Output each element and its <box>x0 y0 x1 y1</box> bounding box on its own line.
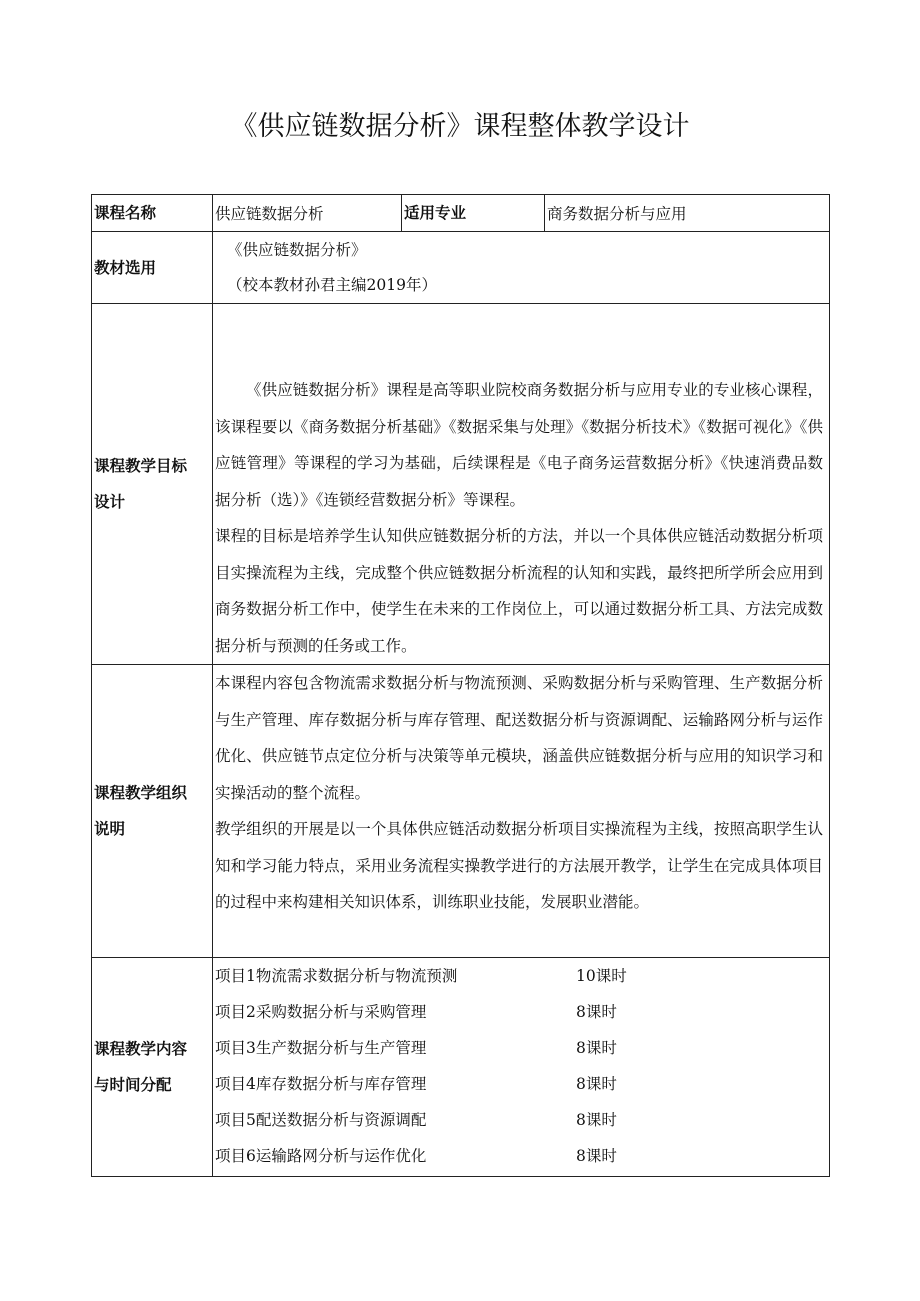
content-row <box>92 958 830 1177</box>
project-row <box>215 1066 829 1102</box>
content-label-line-2: 与时间分配 <box>94 1076 172 1094</box>
major-value: 商务数据分析与应用 <box>545 195 830 232</box>
org-label-line-1: 课程教学组织 <box>94 784 188 802</box>
project-hours: 8课时 <box>576 1003 617 1021</box>
textbook-label: 教材选用 <box>92 232 213 304</box>
project-list <box>215 958 829 1174</box>
project-name: 项目6运输路网分析与运作优化 <box>215 1147 427 1165</box>
project-name: 项目1物流需求数据分析与物流预测 <box>215 967 458 985</box>
course-name-row <box>92 195 830 232</box>
content-label-line-1: 课程教学内容 <box>94 1040 188 1058</box>
org-label <box>92 665 213 958</box>
org-cell <box>213 665 830 958</box>
org-paragraph-2: 教学组织的开展是以一个具体供应链活动数据分析项目实操流程为主线，按照高职学生认知和学习能力特点，采用业务流程实操教学进行的方法展开教学，让学生在完成具体项目的过程中来构建相关知识体系，训练职业技能，发展职业潜能。 <box>215 820 823 911</box>
goal-label-line-2: 设计 <box>94 493 126 511</box>
project-row <box>215 1102 829 1138</box>
textbook-line-1: 《供应链数据分析》 <box>227 240 367 259</box>
course-design-table <box>91 194 830 1177</box>
major-label: 适用专业 <box>402 195 545 232</box>
project-hours: 10课时 <box>576 967 627 985</box>
project-row <box>215 958 829 994</box>
project-row <box>215 1138 829 1174</box>
course-name-label: 课程名称 <box>92 195 213 232</box>
project-hours: 8课时 <box>576 1039 617 1057</box>
goal-cell <box>213 304 830 665</box>
project-row <box>215 1030 829 1066</box>
document-title: 《供应链数据分析》课程整体教学设计 <box>230 111 690 142</box>
project-hours: 8课时 <box>576 1111 617 1129</box>
org-label-line-2: 说明 <box>94 820 126 838</box>
project-row <box>215 994 829 1030</box>
goal-label-line-1: 课程教学目标 <box>94 457 188 475</box>
project-name: 项目4库存数据分析与库存管理 <box>215 1075 427 1093</box>
goal-paragraph-1: 《供应链数据分析》课程是高等职业院校商务数据分析与应用专业的专业核心课程，该课程要以《商务数据分析基础》《数据采集与处理》《数据分析技术》《数据可视化》《供应链管理》等课程的学习为基础，后续课程是《电子商务运营数据分析》《快速消费品数据分析（选）》《连锁经营数据分析》等课程。 <box>215 381 823 509</box>
content-cell <box>213 958 830 1177</box>
course-name-value: 供应链数据分析 <box>213 195 402 232</box>
project-hours: 8课时 <box>576 1075 617 1093</box>
textbook-line-2: （校本教材孙君主编2019年） <box>227 275 437 294</box>
goal-label <box>92 304 213 665</box>
goal-row <box>92 304 830 665</box>
content-label <box>92 958 213 1177</box>
textbook-row <box>92 232 830 304</box>
project-name: 项目5配送数据分析与资源调配 <box>215 1111 427 1129</box>
project-name: 项目3生产数据分析与生产管理 <box>215 1039 427 1057</box>
textbook-cell <box>213 232 830 304</box>
org-row <box>92 665 830 958</box>
project-hours: 8课时 <box>576 1147 617 1165</box>
project-name: 项目2采购数据分析与采购管理 <box>215 1003 427 1021</box>
goal-paragraph-2: 课程的目标是培养学生认知供应链数据分析的方法，并以一个具体供应链活动数据分析项目实操流程为主线，完成整个供应链数据分析流程的认知和实践，最终把所学所会应用到商务数据分析工作中，使学生在未来的工作岗位上，可以通过数据分析工具、方法完成数据分析与预测的任务或工作。 <box>215 527 823 655</box>
org-paragraph-1: 本课程内容包含物流需求数据分析与物流预测、采购数据分析与采购管理、生产数据分析与生产管理、库存数据分析与库存管理、配送数据分析与资源调配、运输路网分析与运作优化、供应链节点定位分析与决策等单元模块，涵盖供应链数据分析与应用的知识学习和实操活动的整个流程。 <box>215 674 823 802</box>
